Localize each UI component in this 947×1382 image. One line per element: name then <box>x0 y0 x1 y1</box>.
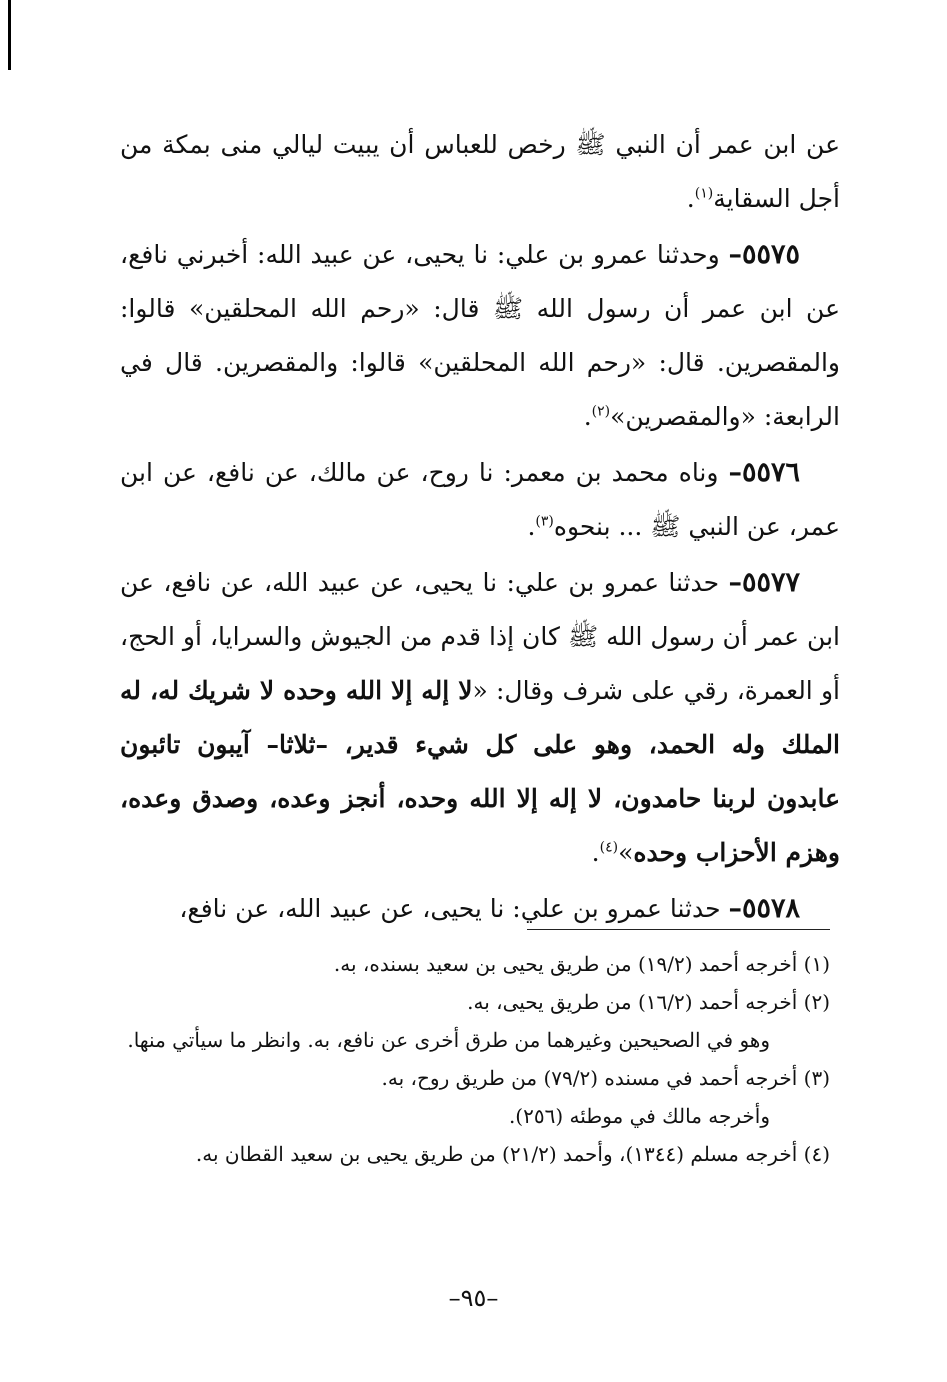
footnote-2: (٢) أخرجه أحمد (١٦/٢) من طريق يحيى، به. <box>467 990 830 1014</box>
hadith-5578 <box>120 882 840 936</box>
footnotes <box>112 945 830 1173</box>
page-number: –٩٥– <box>448 1284 499 1312</box>
paragraph-tail: . <box>527 512 536 541</box>
footnote-ref[interactable]: (١) <box>694 185 714 202</box>
footnote-3-continued: وأخرجه مالك في موطئه (٢٥٦). <box>508 1104 770 1128</box>
footnote-ref[interactable]: (٣) <box>535 513 554 530</box>
hadith-5576 <box>120 446 840 554</box>
footnote-4: (٤) أخرجه مسلم (١٣٤٤)، وأحمد (٢١/٢) من طريق يحيى بن سعيد القطان به. <box>195 1142 830 1166</box>
paragraph-tail: . <box>686 184 695 213</box>
paragraph-tail: . <box>583 402 592 431</box>
hadith-text: حدثنا عمرو بن علي: نا يحيى، عن عبيد الله، عن نافع، <box>179 894 721 923</box>
footnote-2-continued: وهو في الصحيحين وغيرهما من طرق أخرى عن نافع، به. وانظر ما سيأتي منها. <box>127 1028 770 1052</box>
footnote-3: (٣) أخرجه أحمد في مسنده (٧٩/٢) من طريق روح، به. <box>381 1066 830 1090</box>
hadith-number: ٥٥٧٨– <box>728 893 800 924</box>
footnote-divider <box>527 929 830 930</box>
hadith-text: حدثنا عمرو بن علي: نا يحيى، عن عبيد الله، عن نافع، عن ابن عمر أن رسول الله ﷺ كان إذا قدم من الجيوش والسرايا، أو الحج، أو العمرة، رقي على شرف وقال: « <box>120 568 841 705</box>
main-text <box>120 118 840 936</box>
footnote-1: (١) أخرجه أحمد (١٩/٢) من طريق يحيى بن سعيد بسنده، به. <box>333 952 830 976</box>
paragraph-text: عن ابن عمر أن النبي ﷺ رخص للعباس أن يبيت ليالي منى بمكة من أجل السقاية <box>120 130 840 213</box>
footnote-ref[interactable]: (٢) <box>591 403 611 420</box>
footnote-ref[interactable]: (٤) <box>599 839 619 856</box>
hadith-number: ٥٥٧٧– <box>728 567 800 598</box>
closing-quote: » <box>618 838 634 867</box>
hadith-5577 <box>120 556 840 880</box>
dua-text: لا إله إلا الله وحده لا شريك له، له الملك وله الحمد، وهو على كل شيء قدير، –ثلاثا– آيبون تائبون عابدون لربنا حامدون، لا إله إلا الله وحده، أنجز وعده، وصدق وعده، وهزم الأحزاب وحده <box>120 676 840 867</box>
paragraph-tail: . <box>591 838 600 867</box>
hadith-number: ٥٥٧٦– <box>728 457 800 488</box>
hadith-text: وحدثنا عمرو بن علي: نا يحيى، عن عبيد الله: أخبرني نافع، عن ابن عمر أن رسول الله ﷺ قال: «رحم الله المحلقين» قالوا: والمقصرين. قال: «رحم الله المحلقين» قالوا: والمقصرين. قال في الرابعة: «والمقصرين» <box>120 240 840 431</box>
hadith-text: وناه محمد بن معمر: نا روح، عن مالك، عن نافع، عن ابن عمر، عن النبي ﷺ ... بنحوه <box>120 458 840 541</box>
hadith-5575 <box>120 228 840 444</box>
hadith-number: ٥٥٧٥– <box>728 239 800 270</box>
page-edge-mark <box>8 0 11 70</box>
paragraph-continuation <box>120 118 840 226</box>
